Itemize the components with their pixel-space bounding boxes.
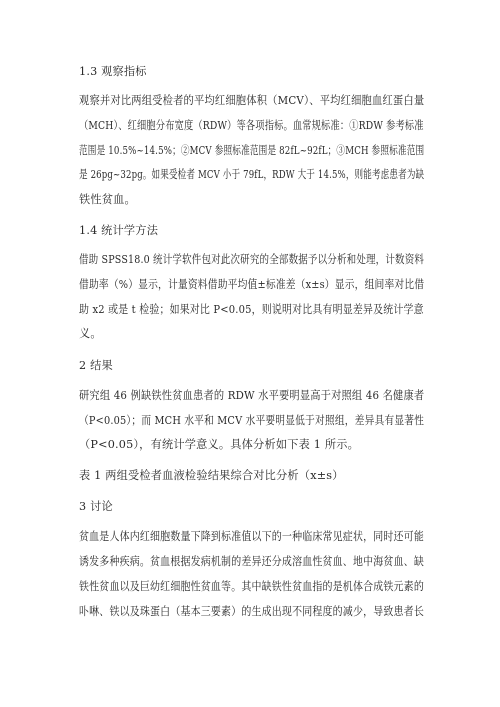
paragraph-line: 铁性贫血。	[79, 193, 136, 206]
section-heading-discussion: 3 讨论	[79, 500, 113, 513]
paragraph-line: 贫血是人体内红细胞数量下降到标准值以下的一种临床常见症状，同时还可能	[79, 530, 424, 543]
paragraph-line: 诱发多种疾病。贫血根据发病机制的差异还分成溶血性贫血、地中海贫血、缺	[79, 555, 424, 568]
section-heading-statistics: 1.4 统计学方法	[79, 224, 159, 237]
paragraph-line: 义。	[79, 327, 102, 340]
paragraph-line: 助 x2 或是 t 检验；如果对比 P<0.05，则说明对比具有明显差异及统计学意	[79, 303, 424, 316]
table-caption: 表 1 两组受检者血液检验结果综合对比分析（x±s）	[79, 469, 344, 482]
paragraph-line: 借助率（%）显示，计量资料借助平均值±标准差（x±s）显示，组间率对比借	[79, 278, 425, 291]
paragraph-line: 卟啉、铁以及珠蛋白（基本三要素）的生成出现不同程度的减少，导致患者长	[79, 605, 424, 618]
section-heading-observation: 1.3 观察指标	[79, 65, 147, 78]
paragraph-line: （P<0.05）；而 MCH 水平和 MCV 水平要明显低于对照组，差异具有显著性	[79, 414, 425, 427]
paragraph-line: 研究组 46 例缺铁性贫血患者的 RDW 水平要明显高于对照组 46 名健康者	[79, 389, 425, 402]
paragraph-line: （P<0.05），有统计学意义。具体分析如下表 1 所示。	[79, 438, 359, 451]
paragraph-line: 铁性贫血以及巨幼红细胞性贫血等。其中缺铁性贫血指的是机体合成铁元素的	[79, 580, 424, 593]
paragraph-line: 借助 SPSS18.0 统计学软件包对此次研究的全部数据予以分析和处理，计数资料	[79, 253, 425, 266]
paragraph-line: 观察并对比两组受检者的平均红细胞体积（MCV）、平均红细胞血红蛋白量	[79, 94, 425, 107]
section-heading-results: 2 结果	[79, 359, 113, 372]
paragraph-line: 范围是 10.5%~14.5%；②MCV 参照标准范围是 82fL~92fL；③MCH 参照标准范围	[79, 144, 425, 157]
paragraph-line: （MCH）、红细胞分布宽度（RDW）等各项指标。血常规标准：①RDW 参考标准	[79, 119, 424, 132]
paragraph-line: 是 26pg~32pg。如果受检者 MCV 小于 79fL，RDW 大于 14.5%，则能考虑患者为缺	[79, 168, 425, 181]
